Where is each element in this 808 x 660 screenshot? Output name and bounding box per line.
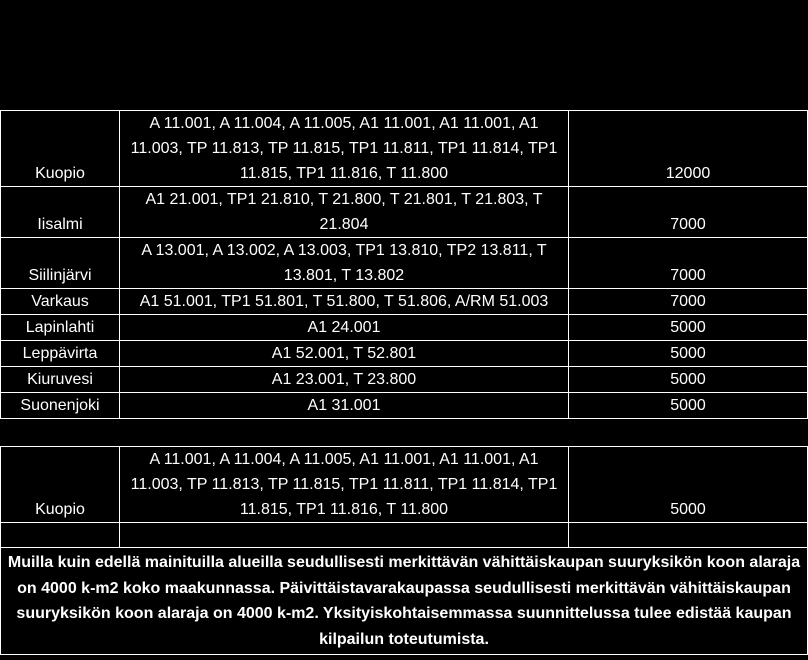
- area-codes-cell: A1 23.001, T 23.800: [120, 367, 569, 393]
- value-cell: 5000: [569, 367, 808, 393]
- table-row: [1, 289, 808, 315]
- table-row: [1, 187, 808, 238]
- area-codes-cell: A 11.001, A 11.004, A 11.005, A1 11.001, A1 11.001, A1 11.003, TP 11.813, TP 11.815, TP1 11.811, TP1 11.814, TP1 11.815, TP1 11.816, T 11.800: [120, 111, 569, 187]
- value-cell: 5000: [569, 341, 808, 367]
- size-threshold-table: [0, 110, 808, 419]
- municipality-cell: Siilinjärvi: [1, 238, 120, 289]
- table-row: [1, 341, 808, 367]
- table-row: [1, 238, 808, 289]
- area-codes-cell: A1 52.001, T 52.801: [120, 341, 569, 367]
- value-cell: 12000: [569, 111, 808, 187]
- empty-cell: [1, 523, 120, 548]
- municipality-cell: Lapinlahti: [1, 315, 120, 341]
- value-cell: 7000: [569, 289, 808, 315]
- municipality-cell: Iisalmi: [1, 187, 120, 238]
- value-cell: 5000: [569, 393, 808, 419]
- area-codes-cell: A1 21.001, TP1 21.810, T 21.800, T 21.801, T 21.803, T 21.804: [120, 187, 569, 238]
- area-codes-cell: A 13.001, A 13.002, A 13.003, TP1 13.810, TP2 13.811, T 13.801, T 13.802: [120, 238, 569, 289]
- municipality-cell: Varkaus: [1, 289, 120, 315]
- municipality-cell: Suonenjoki: [1, 393, 120, 419]
- table-row: [1, 111, 808, 187]
- note-row: [1, 548, 808, 655]
- table-row: [1, 393, 808, 419]
- municipality-cell: Kuopio: [1, 447, 120, 523]
- area-codes-cell: A1 31.001: [120, 393, 569, 419]
- empty-cell: [569, 523, 808, 548]
- value-cell: 5000: [569, 447, 808, 523]
- note-text: Muilla kuin edellä mainituilla alueilla seudullisesti merkittävän vähittäiskaupan suuryksikön koon alaraja on 4000 k-m2 koko maakunnassa. Päivittäistavarakaupassa seudullisesti merkittävän vähittäiskaupan suuryksikön koon alaraja on 4000 k-m2. Yksityiskohtaisemmassa suunnittelussa tulee edistää kaupan kilpailun toteutumista.: [1, 548, 808, 655]
- municipality-cell: Leppävirta: [1, 341, 120, 367]
- daily-goods-threshold-table: [0, 446, 808, 655]
- empty-row: [1, 523, 808, 548]
- empty-cell: [120, 523, 569, 548]
- value-cell: 7000: [569, 238, 808, 289]
- area-codes-cell: A1 24.001: [120, 315, 569, 341]
- value-cell: 7000: [569, 187, 808, 238]
- municipality-cell: Kuopio: [1, 111, 120, 187]
- table-row: [1, 447, 808, 523]
- table-row: [1, 315, 808, 341]
- area-codes-cell: A1 51.001, TP1 51.801, T 51.800, T 51.806, A/RM 51.003: [120, 289, 569, 315]
- table-row: [1, 367, 808, 393]
- area-codes-cell: A 11.001, A 11.004, A 11.005, A1 11.001, A1 11.001, A1 11.003, TP 11.813, TP 11.815, TP1 11.811, TP1 11.814, TP1 11.815, TP1 11.816, T 11.800: [120, 447, 569, 523]
- value-cell: 5000: [569, 315, 808, 341]
- municipality-cell: Kiuruvesi: [1, 367, 120, 393]
